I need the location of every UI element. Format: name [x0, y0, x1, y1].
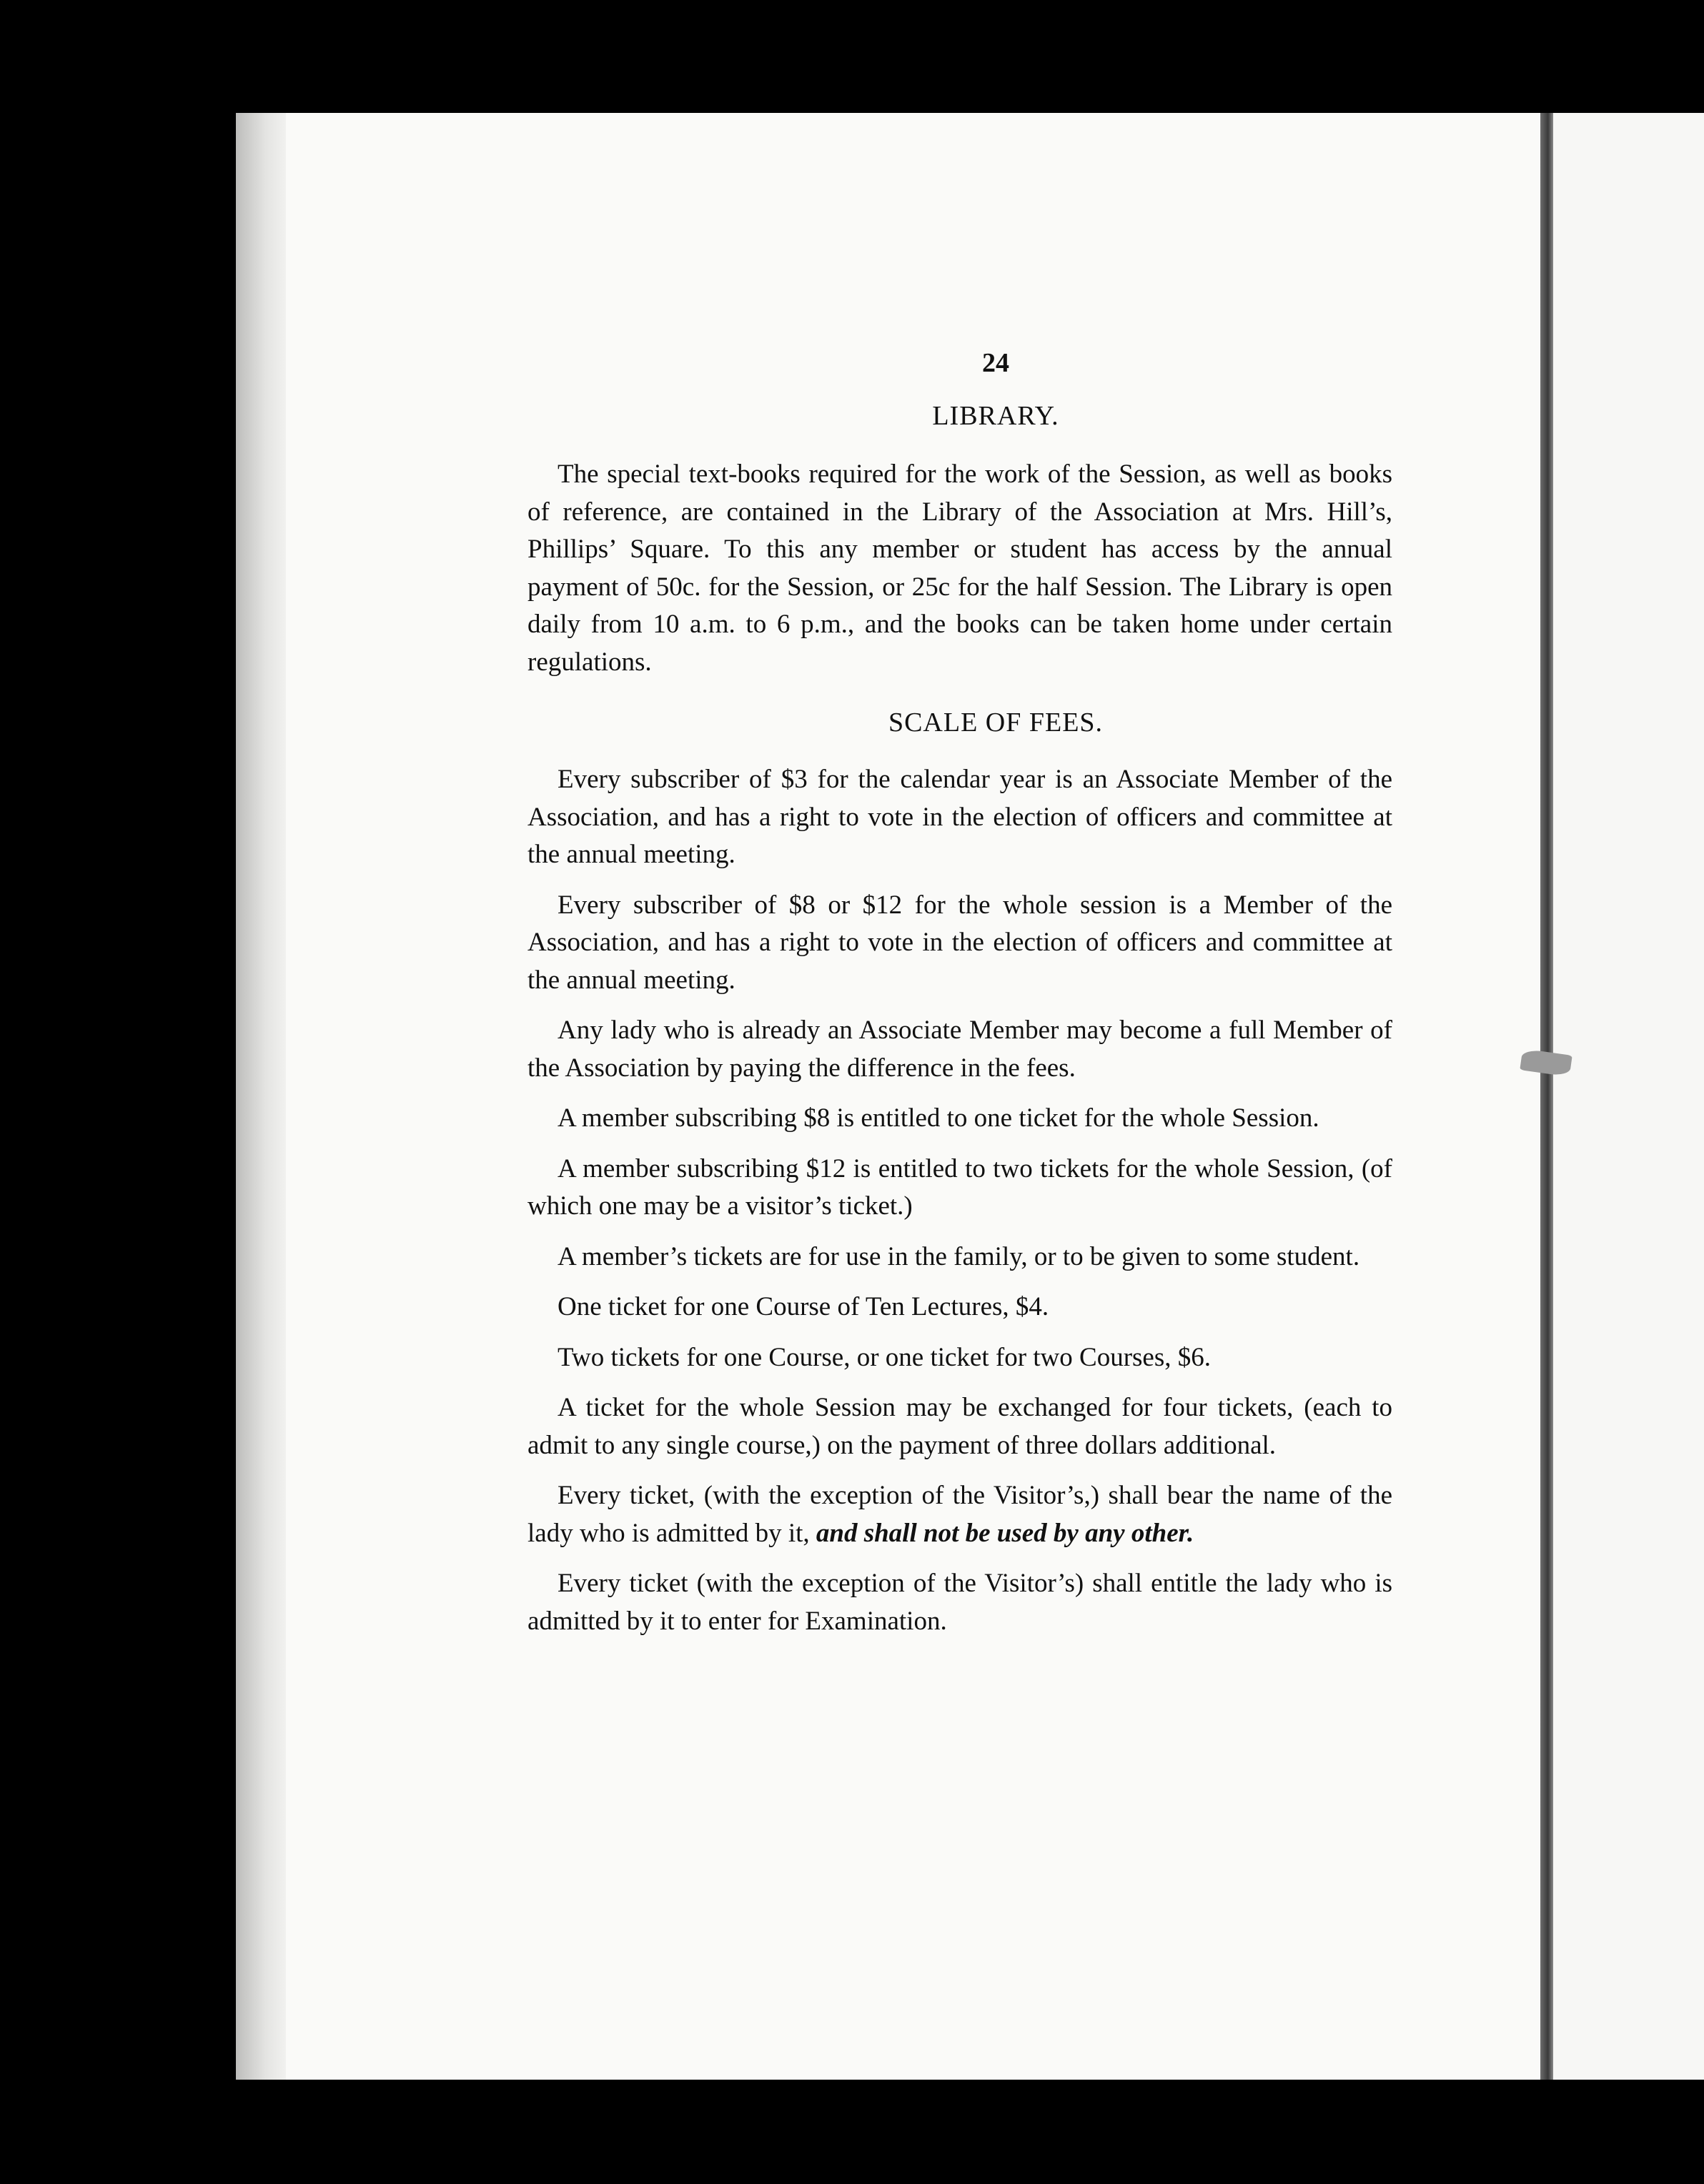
fees-heading: SCALE OF FEES. [888, 708, 1104, 738]
fees-paragraph-exchange: A ticket for the whole Session may be exchanged for four tickets, (each to admit to any single course,) on the payment of three dollars additional. [527, 1393, 1392, 1460]
page-edge-shadow [236, 113, 286, 2080]
fees-paragraph-name-rule [527, 1477, 1392, 1552]
library-paragraph: The special text-books required for the work of the Session, as well as books of reference, are contained in the Library of the Association at Mrs. Hill’s, Phillips’ Square. To this any member or student has access by the annual payment of 50c. for the Session, or 25c for the half Session. The Library is open daily from 10 a.m. to 6 p.m., and the books can be taken home under certain regulations. [527, 460, 1392, 677]
book-gutter [1540, 113, 1553, 2080]
fees-paragraph-family-use: A member’s tickets are for use in the family, or to be given to some student. [558, 1241, 1360, 1271]
name-rule-lead: Every ticket, (with the exception of the Visitor’s,) shall bear the name of the lady who is admitted by it, [527, 1481, 1392, 1548]
fees-paragraph-two-courses: Two tickets for one Course, or one ticket for two Courses, $6. [558, 1342, 1211, 1372]
fees-paragraph-member: Every subscriber of $8 or $12 for the whole session is a Member of the Association, and has a right to vote in the election of officers and committee at the annual meeting. [527, 890, 1392, 995]
fees-paragraph-eight-dollar: A member subscribing $8 is entitled to one ticket for the whole Session. [558, 1103, 1319, 1133]
page-text-column [527, 336, 1392, 1653]
library-heading: LIBRARY. [932, 401, 1059, 431]
fees-paragraph-twelve-dollar: A member subscribing $12 is entitled to two tickets for the whole Session, (of which one may be a visitor’s ticket.) [527, 1153, 1392, 1221]
fees-paragraph-associate: Every subscriber of $3 for the calendar year is an Associate Member of the Association, and has a right to vote in the election of officers and committee at the annual meeting. [527, 765, 1392, 869]
name-rule-emphasis: and shall not be used by any other. [816, 1518, 1194, 1548]
fees-paragraph-upgrade: Any lady who is already an Associate Member may become a full Member of the Association by paying the difference in the fees. [527, 1016, 1392, 1083]
fees-paragraph-single-course: One ticket for one Course of Ten Lectures, $4. [558, 1292, 1049, 1321]
fees-paragraph-exam-rule: Every ticket (with the exception of the Visitor’s) shall entitle the lady who is admitted by it to enter for Examination. [527, 1569, 1392, 1636]
page-number: 24 [982, 348, 1009, 378]
facing-page-edge [1553, 113, 1704, 2080]
